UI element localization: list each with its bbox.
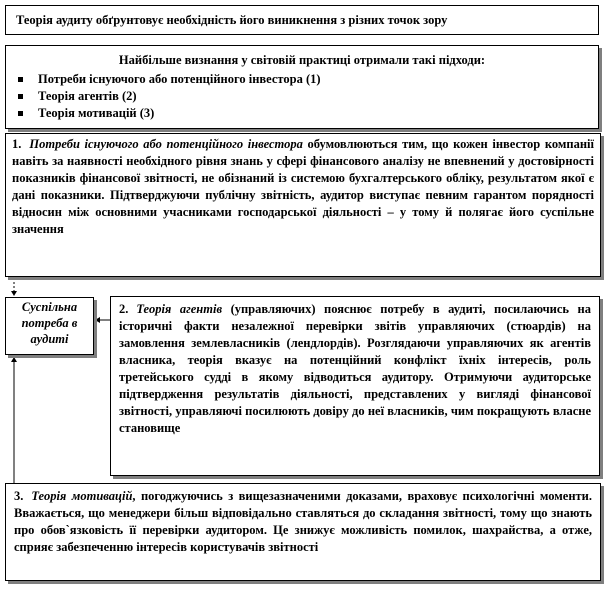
theory3-title: Теорія мотивацій (31, 489, 133, 503)
arrowhead-need-top (11, 291, 17, 296)
theory2-number: 2. (119, 302, 129, 316)
social-need-box (5, 297, 94, 355)
arrowhead-need-right (95, 317, 100, 323)
header-box (5, 5, 599, 35)
theory1-box (5, 133, 601, 277)
theory2-box (110, 296, 600, 476)
header-text: Теорія аудиту обґрунтовує необхідність його виникнення з різних точок зору (16, 13, 448, 27)
social-need-text: Суспільна потреба в аудиті (21, 300, 78, 346)
theory1-body: обумовлюються тим, що кожен інвестор компанії навіть за наявності необхідного рівня знань у сфері фінансового аналізу не впевнений у достовірності показників фінансової звітності, не обізнаний із системою бухгалтерського обліку, результатом якої є дані показники. Підтверджуючи публічну звітність, аудитор виступає певним гарантом порядності відносин між основними учасниками господарської діяльності – у тому й полягає його суспільне значення (12, 137, 595, 236)
theory3-box (5, 483, 601, 581)
approach-item-agents: Теорія агентів (2) (14, 88, 590, 105)
theory1-title: Потреби існуючого або потенційного інвестора (29, 137, 303, 151)
approaches-list (14, 71, 590, 122)
theory3-number: 3. (14, 489, 24, 503)
approaches-lead: Найбільше визнання у світовій практиці отримали такі підходи: (118, 53, 486, 67)
approach-item-motivation: Теорія мотивацій (3) (14, 105, 590, 122)
theory1-number: 1. (12, 137, 22, 151)
theory3-body: , погоджуючись з вищезазначеними доказами, враховує психологічні моменти. Вважається, що менеджери більш відповідально ставляться до складання звітності, тому що знають про обов`язковість її перевірки аудитором. Це знижує можливість помилок, шахрайства, а отже, сприяє забезпеченню інтересів користувачів звітності (14, 489, 593, 554)
arrowhead-need-bottom (11, 357, 17, 362)
approaches-box (5, 45, 599, 129)
approach-item-investor: Потреби існуючого або потенційного інвестора (1) (14, 71, 590, 88)
theory2-body: (управляючих) пояснює потребу в аудиті, посилаючись на історичні факти незалежної перевірки звітів управляючих (стюардів) на замовлення землевласників (лендлордів). Розглядаючи управляючих як агентів власника, теорія вказує на потенційний конфлікт їхніх інтересів, роль третейського судді в якому відводиться аудитору. Отримуючи аудиторське підтвердження результатів діяльності, представлених у вигляді фінансової звітності, управляючі посилюють довіру до неї власників, чим покращують власне становище (119, 302, 591, 435)
theory2-title: Теорія агентів (136, 302, 223, 316)
